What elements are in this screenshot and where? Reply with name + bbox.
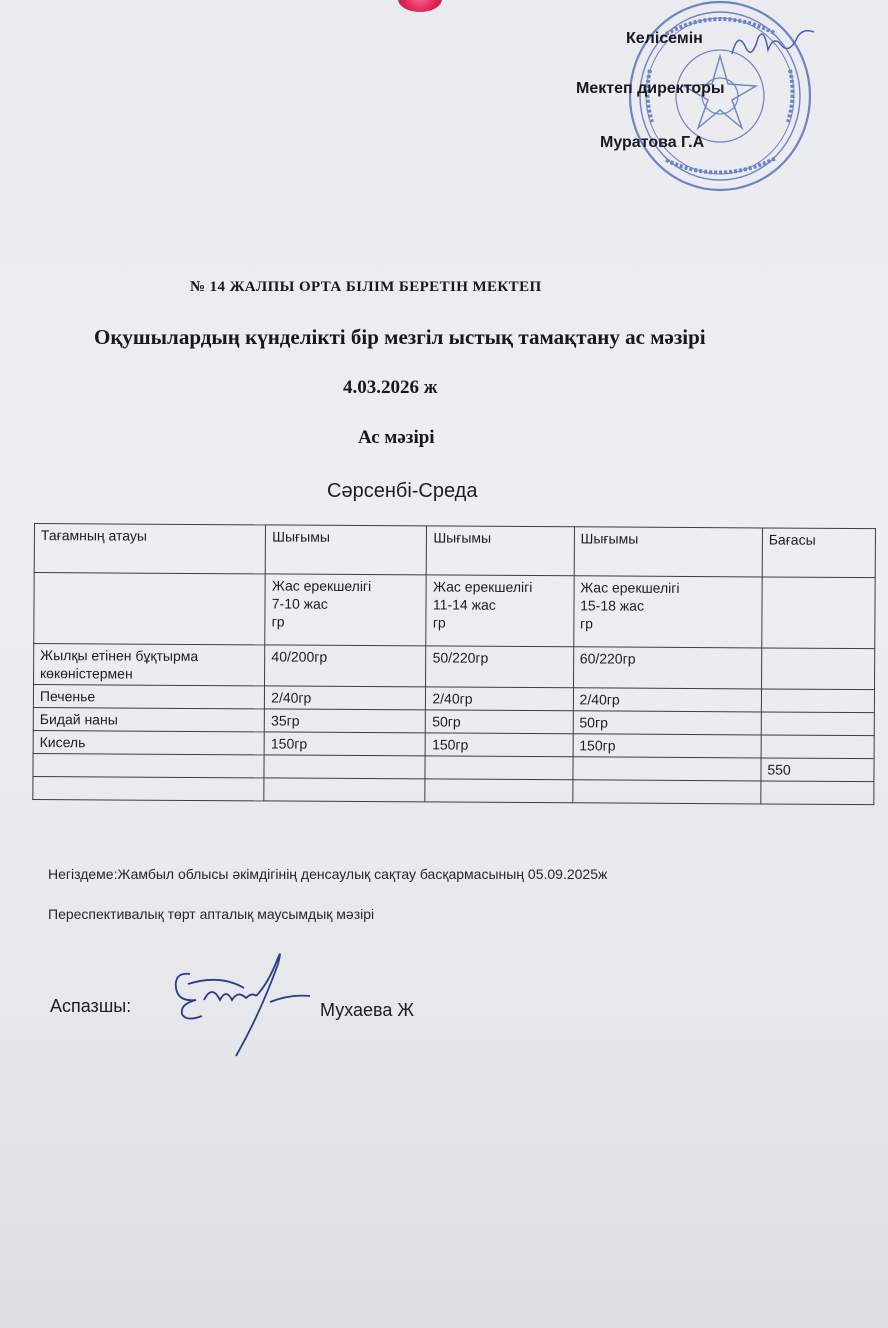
director-signature	[728, 24, 818, 64]
menu-title: Ас мәзірі	[358, 427, 435, 448]
price-cell	[761, 735, 874, 759]
header-yield-1: Шығымы	[265, 525, 426, 575]
yield-3: 60/220гр	[573, 647, 761, 689]
age-group-row	[34, 573, 875, 649]
yield-3: 2/40гр	[573, 688, 761, 712]
header-yield-2: Шығымы	[427, 526, 574, 576]
price-cell	[761, 648, 874, 690]
total-price: 550	[761, 758, 874, 782]
menu-date: 4.03.2026 ж	[343, 377, 438, 398]
dish-name: Кисель	[33, 730, 264, 754]
basis-note: Негіздеме:Жамбыл облысы әкімдігінің денсаулық сақтау басқармасының 05.09.2025ж	[48, 866, 608, 882]
table-row	[33, 776, 874, 804]
price-cell	[761, 689, 874, 713]
dish-name: Печенье	[33, 685, 264, 709]
yield-2: 2/40гр	[426, 687, 573, 711]
cook-signature	[160, 944, 320, 1062]
menu-table	[32, 523, 876, 805]
weekday: Сәрсенбі-Среда	[327, 480, 478, 502]
yield-1: 150гр	[264, 732, 425, 756]
age-group-1: Жас ерекшелігі 7-10 жас гр	[265, 574, 427, 646]
table-header-row	[34, 524, 875, 578]
approval-agreed: Келісемін	[626, 30, 703, 47]
yield-1: 2/40гр	[265, 686, 426, 710]
dish-name: Жылқы етінен бұқтырма көкөністермен	[34, 644, 266, 686]
age-group-2: Жас ерекшелігі 11-14 жас гр	[426, 575, 574, 647]
age-price-cell	[762, 577, 876, 649]
yield-1: 40/200гр	[265, 645, 426, 687]
yield-2: 50гр	[426, 710, 573, 734]
yield-2: 50/220гр	[426, 646, 573, 688]
approval-position: Мектеп директоры	[576, 80, 725, 97]
document-subtitle: Оқушылардың күнделікті бір мезгіл ыстық тамақтану ас мәзірі	[94, 325, 706, 349]
age-group-3: Жас ерекшелігі 15-18 жас гр	[573, 576, 762, 648]
dish-name: Бидай наны	[33, 707, 264, 731]
price-cell	[761, 712, 874, 736]
perspective-note: Переспективалық төрт апталық маусымдық мәзірі	[48, 906, 375, 922]
header-price: Бағасы	[762, 528, 875, 578]
yield-3: 150гр	[573, 734, 761, 758]
cook-label: Аспазшы:	[50, 996, 132, 1016]
yield-3: 50гр	[573, 711, 761, 735]
table-row	[34, 644, 875, 690]
push-pin	[398, 0, 442, 12]
yield-2: 150гр	[426, 733, 573, 757]
yield-1: 35гр	[264, 709, 425, 733]
approval-name: Муратова Г.А	[600, 134, 705, 151]
header-dish: Тағамның атауы	[34, 524, 266, 574]
school-name: № 14 ЖАЛПЫ ОРТА БІЛІМ БЕРЕТІН МЕКТЕП	[190, 279, 542, 295]
age-empty-cell	[34, 573, 266, 645]
header-yield-3: Шығымы	[574, 527, 763, 577]
cook-name: Мухаева Ж	[320, 1000, 415, 1020]
